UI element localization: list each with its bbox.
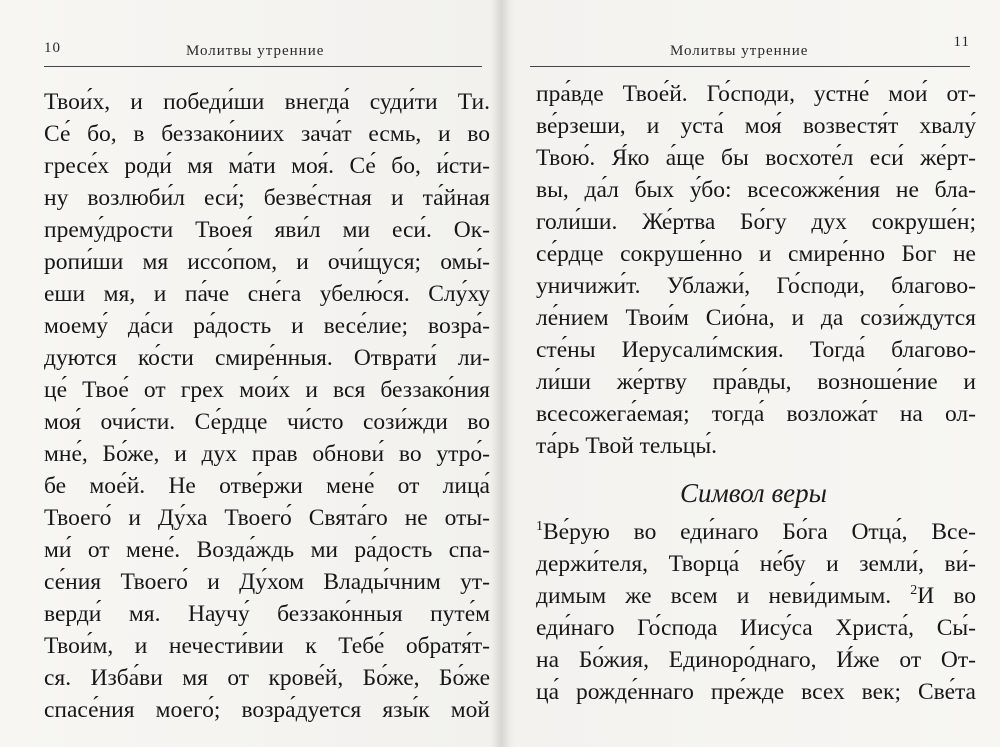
right-running-title: Молитвы утренние	[670, 43, 809, 59]
verse-number: 1	[536, 519, 543, 535]
text-line: дуются ко́сти смире́нныя. Отврати́ ли-	[44, 345, 490, 371]
text-line: моему́ да́си ра́дость и весе́лие; возра́-	[44, 313, 490, 339]
creed-line: еди́наго Го́спода Иису́са Христа́, Сы́-	[536, 615, 976, 641]
creed-line	[536, 516, 976, 548]
text-line: Твои́м, и нечести́вии к Тебе́ обратя́т-	[44, 633, 490, 659]
text-line: ропи́ши мя иссо́пом, и очи́щуся; омы́-	[44, 249, 490, 275]
text-line: сте́ны Иерусали́мския. Тогда́ благово-	[536, 337, 976, 363]
left-page	[18, 0, 493, 747]
text-line: гресе́х роди́ мя ма́ти моя́. Се́ бо, и́сти-	[44, 153, 490, 179]
text-line: мне́, Бо́же, и дух прав обнови́ во утро́-	[44, 441, 490, 467]
creed-line: держи́теля, Творца́ не́бу и земли́, ви́-	[536, 551, 976, 577]
verse-number: 2	[910, 583, 918, 599]
creed-line	[536, 580, 976, 612]
left-page-number: 10	[44, 40, 61, 56]
text-line: ми́ от мене́. Возда́ждь ми ра́дость спа-	[44, 537, 490, 563]
creed-line: на Бо́жия, Единоро́днаго, И́же от От-	[536, 647, 976, 673]
text-line: моя́ очи́сти. Се́рдце чи́сто сози́жди во	[44, 409, 490, 435]
text-line: Твои́х, и победи́ши внегда́ суди́ти Ти.	[44, 89, 490, 115]
text-line: голи́ши. Же́ртва Бо́гу дух сокруше́н;	[536, 209, 976, 235]
creed-line-text: Ве́рую во еди́наго Бо́га Отца́, Все-	[543, 519, 976, 545]
left-running-title: Молитвы утренние	[186, 43, 325, 59]
text-line: се́ния Твоего́ и Ду́хом Влады́чним ут-	[44, 569, 490, 595]
creed-line: ца́ рожде́ннаго пре́жде всех век; Све́та	[536, 679, 976, 705]
left-running-head	[44, 38, 482, 67]
creed-line-text: димым же всем и неви́димым.	[536, 583, 911, 609]
text-line: вы, да́л бых у́бо: всесожже́ния не бла-	[536, 177, 976, 203]
text-line: ве́рзеши, и уста́ моя́ возвестя́т хвалу́	[536, 113, 976, 139]
book-gutter	[492, 0, 510, 747]
right-page	[520, 0, 990, 747]
text-line: Твоего́ и Ду́ха Твоего́ Свята́го не оты-	[44, 505, 490, 531]
left-prayer-text	[44, 86, 490, 726]
text-line: всесожега́емая; тогда́ возложа́т на ол-	[536, 401, 976, 427]
text-line: пра́вде Твое́й. Го́споди, устне́ мои́ от-	[536, 81, 976, 107]
text-line: спасе́ния моего́; возра́дуется язы́к мой	[44, 697, 490, 723]
text-line: та́рь Твой тельцы́.	[536, 433, 718, 459]
text-line: бе мое́й. Не отве́ржи мене́ от лица́	[44, 473, 490, 499]
text-line: се́рдце сокруше́нно и смире́нно Бог не	[536, 241, 976, 267]
text-line: еши мя, и па́че сне́га убелю́ся. Слу́ху	[44, 281, 490, 307]
creed-text	[536, 516, 976, 708]
creed-line-text: И во	[917, 583, 976, 609]
text-line: верди́ мя. Научу́ беззако́нныя путе́м	[44, 601, 490, 627]
text-line: ли́ши же́ртву пра́вды, возноше́ние и	[536, 369, 976, 395]
text-line: ну возлюби́л еси́; безве́стная и та́йная	[44, 185, 490, 211]
right-running-head	[530, 34, 970, 67]
right-page-number: 11	[953, 34, 970, 50]
text-line: уничижи́т. Ублажи́, Го́споди, благово-	[536, 273, 976, 299]
text-line: Твою́. Я́ко а́ще бы восхоте́л еси́ же́рт-	[536, 145, 976, 171]
text-line: ся. Изба́ви мя от крове́й, Бо́же, Бо́же	[44, 665, 490, 691]
text-line: Се́ бо, в беззако́ниих зача́т есмь, и во	[44, 121, 490, 147]
text-line: це́ Твое́ от грех мои́х и вся беззако́ния	[44, 377, 490, 403]
right-prayer-text	[536, 78, 976, 462]
section-title-creed: Символ веры	[680, 478, 827, 508]
text-line: прему́дрости Твоея́ яви́л ми еси́. Ок-	[44, 217, 490, 243]
text-line: ле́нием Твои́м Сио́на, и да сози́ждутся	[536, 305, 976, 331]
